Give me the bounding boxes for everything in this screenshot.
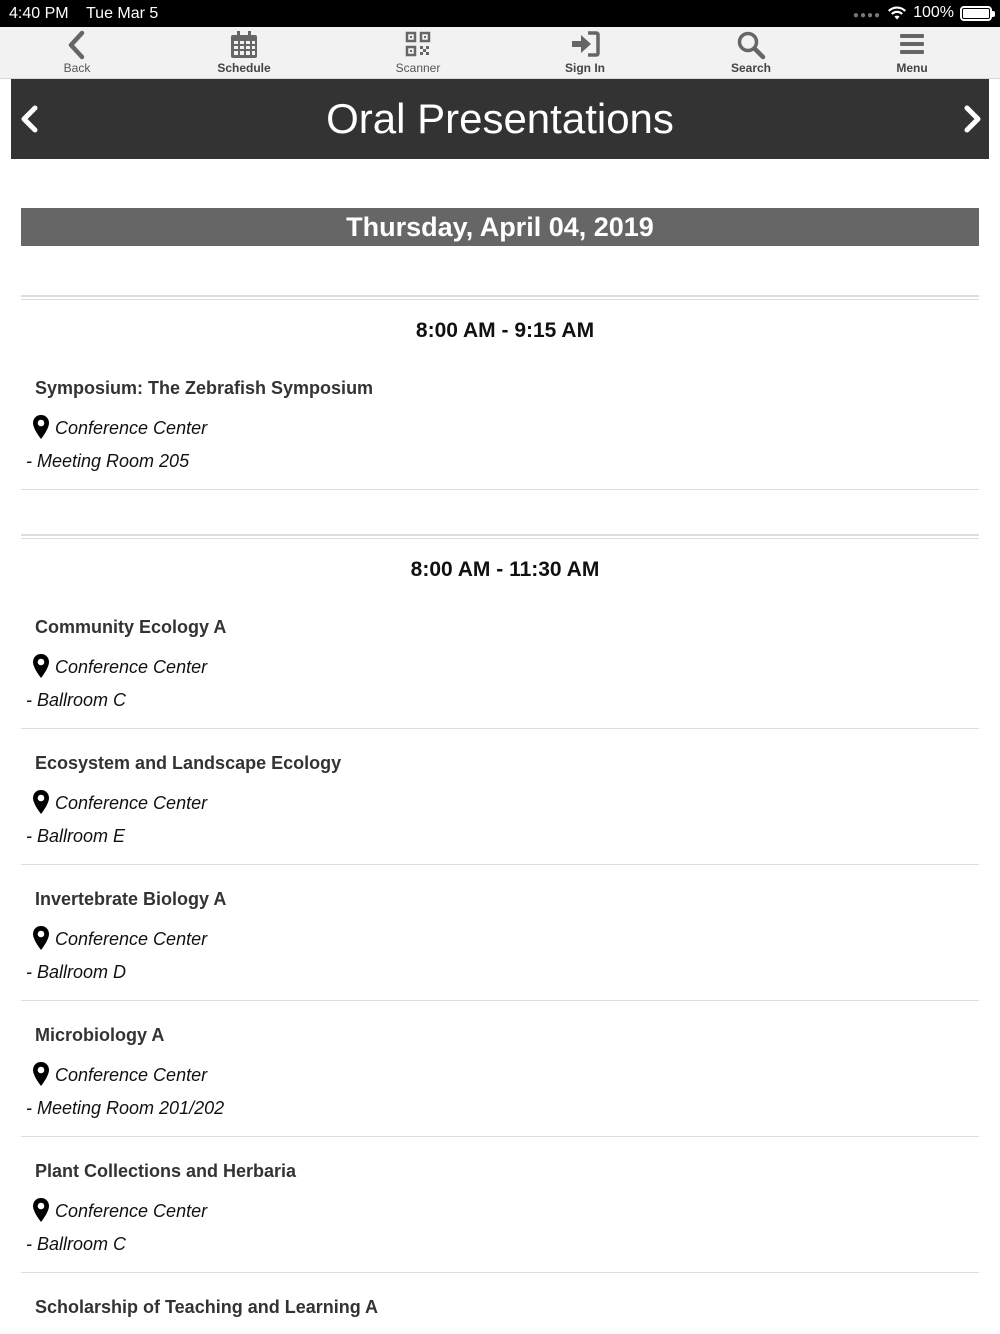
session-venue: Conference Center: [55, 793, 208, 813]
session-item[interactable]: [21, 1161, 979, 1281]
session-room: - Meeting Room 205: [26, 451, 190, 471]
session-name: Symposium: The Zebrafish Symposium: [35, 378, 374, 398]
session-venue: Conference Center: [55, 418, 208, 438]
map-pin-icon: [32, 1197, 50, 1223]
row-divider: [21, 864, 979, 865]
page-title: Oral Presentations: [326, 95, 674, 142]
map-pin-icon: [32, 1061, 50, 1087]
back-label: Back: [63, 61, 91, 75]
row-divider: [21, 728, 979, 729]
session-name: Scholarship of Teaching and Learning A: [35, 1297, 379, 1317]
sign-in-label: Sign In: [565, 61, 605, 75]
session-name: Microbiology A: [35, 1025, 165, 1045]
session-venue: Conference Center: [55, 1201, 208, 1221]
session-room: - Ballroom C: [26, 690, 127, 710]
time-slot-label: 8:00 AM - 9:15 AM: [415, 319, 595, 342]
session-item[interactable]: [21, 378, 979, 498]
map-pin-icon: [32, 789, 50, 815]
hamburger-menu-icon: [862, 27, 962, 61]
session-item[interactable]: [21, 753, 979, 873]
session-name: Invertebrate Biology A: [35, 889, 227, 909]
session-room: - Ballroom E: [26, 826, 126, 846]
session-room: - Ballroom D: [26, 962, 127, 982]
search-button[interactable]: [701, 27, 801, 79]
qr-code-icon: [368, 27, 468, 61]
session-venue: Conference Center: [55, 657, 208, 677]
page-header: [11, 79, 989, 159]
status-bar: [0, 0, 1000, 27]
battery-percent: 100%: [913, 4, 954, 21]
row-divider: [21, 1136, 979, 1137]
session-venue: Conference Center: [55, 1065, 208, 1085]
battery-icon: [960, 6, 992, 21]
session-name: Ecosystem and Landscape Ecology: [35, 753, 342, 773]
slot-divider: [21, 534, 979, 539]
map-pin-icon: [32, 653, 50, 679]
slot-divider: [21, 295, 979, 300]
back-button[interactable]: [27, 27, 127, 79]
session-name: Plant Collections and Herbaria: [35, 1161, 297, 1181]
scanner-label: Scanner: [395, 61, 441, 75]
day-header: Thursday, April 04, 2019: [21, 208, 979, 246]
wifi-icon: [887, 5, 907, 21]
status-time: 4:40 PM: [9, 5, 69, 22]
menu-button[interactable]: [862, 27, 962, 79]
row-divider: [21, 1272, 979, 1273]
chevron-left-icon: [27, 27, 127, 61]
search-icon: [701, 27, 801, 61]
search-label: Search: [730, 61, 772, 75]
session-room: - Ballroom C: [26, 1234, 127, 1254]
time-slot-label: 8:00 AM - 11:30 AM: [410, 558, 600, 581]
sign-in-button[interactable]: [535, 27, 635, 79]
next-arrow-icon[interactable]: [957, 103, 987, 135]
status-date: Tue Mar 5: [86, 5, 159, 22]
status-indicators: [853, 4, 992, 22]
signal-dots-icon: ●●●●: [852, 9, 882, 21]
menu-label: Menu: [896, 61, 928, 75]
schedule-button[interactable]: [194, 27, 294, 79]
session-item[interactable]: [21, 617, 979, 737]
scanner-button[interactable]: [368, 27, 468, 79]
session-name: Community Ecology A: [35, 617, 227, 637]
map-pin-icon: [32, 925, 50, 951]
session-room: - Meeting Room 201/202: [26, 1098, 225, 1118]
schedule-label: Schedule: [217, 61, 271, 75]
map-pin-icon: [32, 414, 50, 440]
session-item[interactable]: [21, 1297, 979, 1334]
calendar-icon: [194, 27, 294, 61]
sign-in-icon: [535, 27, 635, 61]
session-item[interactable]: [21, 889, 979, 1009]
session-venue: Conference Center: [55, 929, 208, 949]
row-divider: [21, 489, 979, 490]
top-toolbar: [0, 27, 1000, 79]
session-item[interactable]: [21, 1025, 979, 1145]
row-divider: [21, 1000, 979, 1001]
